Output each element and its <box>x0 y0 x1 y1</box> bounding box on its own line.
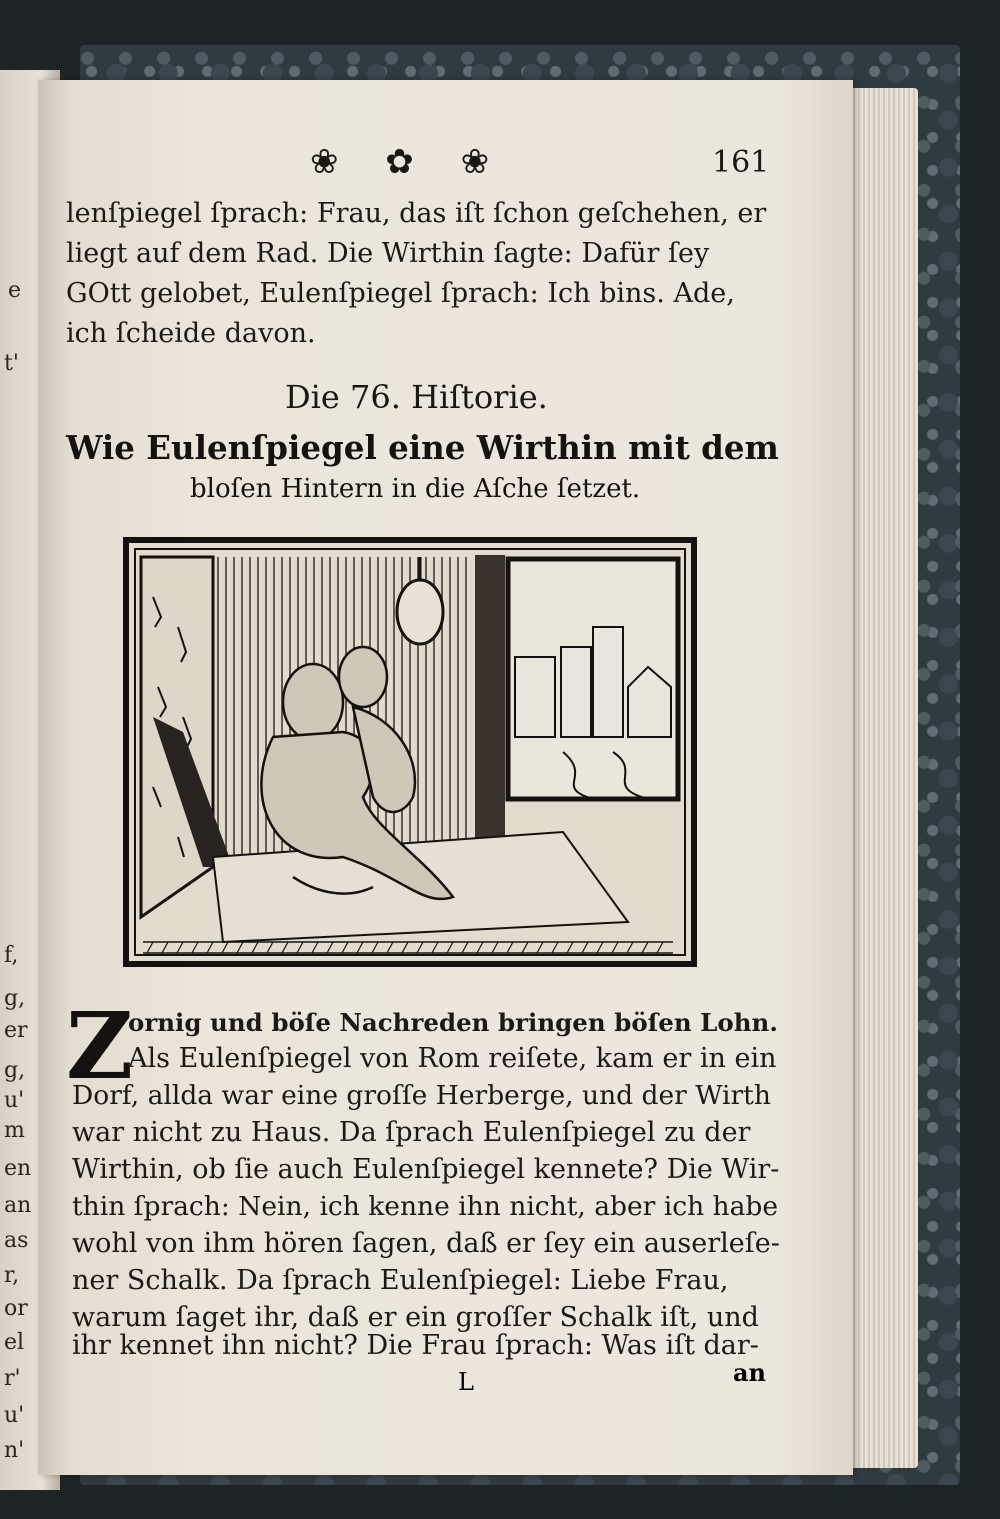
body-line: Als Eulenſpiegel von Rom reiſete, kam er in ein <box>128 1043 777 1074</box>
catchword: an <box>733 1358 766 1387</box>
margin-fragment: e <box>8 278 22 303</box>
margin-fragment: or <box>4 1296 28 1321</box>
body-line: thin ſprach: Nein, ich kenne ihn nicht, aber ich habe <box>72 1191 779 1222</box>
margin-fragment: r, <box>4 1263 20 1288</box>
woodcut-illustration <box>123 537 697 967</box>
body-line: ner Schalk. Da ſprach Eulenſpiegel: Liebe Frau, <box>72 1265 729 1296</box>
margin-fragment: u' <box>4 1088 25 1113</box>
history-title: Die 76. Hiſtorie. <box>285 378 548 416</box>
body-line: wohl von ihm hören ſagen, daß er ſey ein auserleſe- <box>72 1228 780 1259</box>
body-line: ihr kennet ihn nicht? Die Frau ſprach: Was iſt dar- <box>72 1330 759 1361</box>
margin-fragment: as <box>4 1228 29 1253</box>
chapter-subheading: bloſen Hintern in die Aſche ſetzet. <box>190 474 641 504</box>
page-number: 161 <box>712 145 770 180</box>
signature-mark: L <box>458 1368 474 1396</box>
margin-fragment: an <box>4 1193 32 1218</box>
text-line: ich ſcheide davon. <box>66 318 316 349</box>
text-line: lenſpiegel ſprach: Frau, das iſt ſchon geſchehen, er <box>66 198 767 229</box>
margin-fragment: n' <box>4 1438 25 1463</box>
body-line: ornig und böſe Nachreden bringen böſen Lohn. <box>128 1008 778 1037</box>
body-line: warum ſaget ihr, daß er ein groſſer Schalk iſt, und <box>72 1302 759 1333</box>
chapter-heading: Wie Eulenſpiegel eine Wirthin mit dem <box>66 428 779 467</box>
header-ornament: ❀ ✿ ❀ <box>310 142 508 182</box>
body-line: Dorf, allda war eine groſſe Herberge, und der Wirth <box>72 1080 771 1111</box>
text-line: GOtt gelobet, Eulenſpiegel ſprach: Ich bins. Ade, <box>66 278 735 309</box>
body-line: Wirthin, ob ſie auch Eulenſpiegel kennete? Die Wir- <box>72 1154 780 1185</box>
margin-fragment: g, <box>4 1058 26 1083</box>
margin-fragment: f, <box>4 943 19 968</box>
drop-cap: Z <box>66 992 134 1100</box>
margin-fragment: m <box>4 1118 25 1143</box>
body-line: war nicht zu Haus. Da ſprach Eulenſpiegel zu der <box>72 1117 751 1148</box>
margin-fragment: t' <box>4 351 19 376</box>
margin-fragment: u' <box>4 1403 25 1428</box>
margin-fragment: en <box>4 1156 32 1181</box>
margin-fragment: g, <box>4 986 26 1011</box>
margin-fragment: r' <box>4 1366 21 1391</box>
text-line: liegt auf dem Rad. Die Wirthin ſagte: Dafür ſey <box>66 238 710 269</box>
margin-fragment: er <box>4 1018 28 1043</box>
margin-fragment: el <box>4 1330 25 1355</box>
